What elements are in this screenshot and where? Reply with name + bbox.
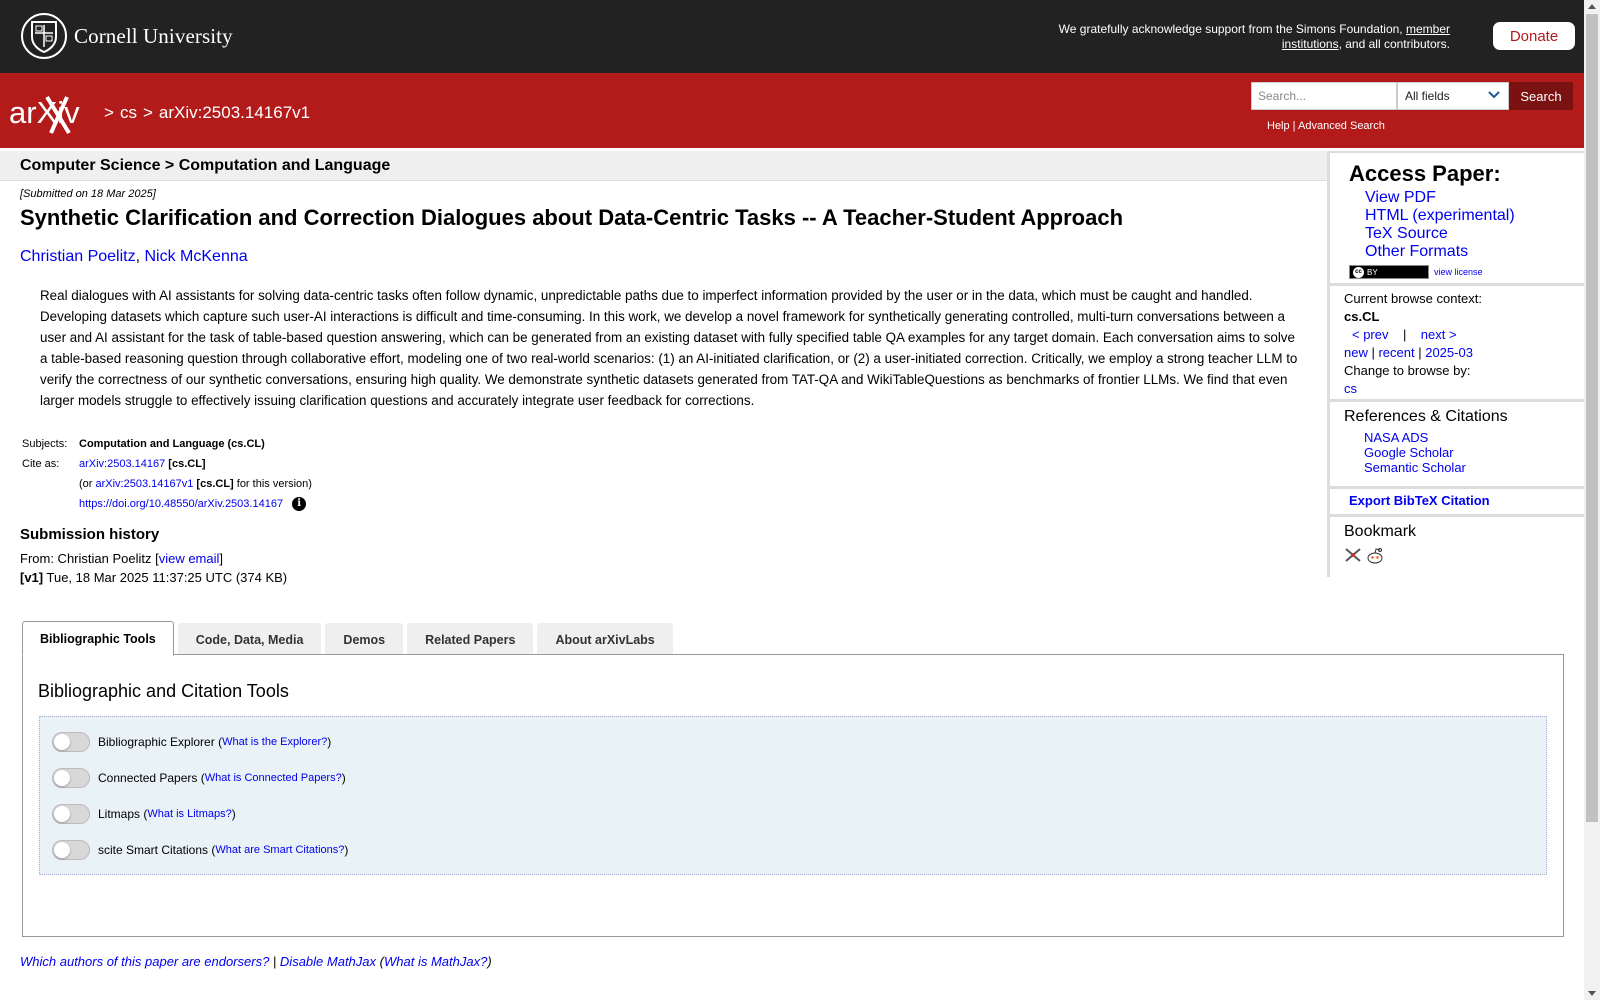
- browse-context-box: Current browse context: cs.CL < prev | next > new | recent | 2025-03 Change to browse by: cs: [1330, 286, 1584, 399]
- tool-row-scite: scite Smart Citations ( What are Smart Citations? ): [52, 840, 348, 860]
- search-button[interactable]: Search: [1509, 82, 1573, 110]
- tab-about-arxivlabs[interactable]: About arXivLabs: [537, 623, 672, 656]
- bibsonomy-icon[interactable]: [1344, 547, 1362, 563]
- authors: Christian Poelitz, Nick McKenna: [20, 248, 248, 265]
- semantic-scholar-link[interactable]: Semantic Scholar: [1364, 460, 1466, 475]
- cite-as-label: Cite as:: [22, 458, 60, 470]
- cite-version-link[interactable]: arXiv:2503.14167v1: [95, 478, 194, 490]
- chevron-down-icon: [1488, 91, 1500, 99]
- prev-link[interactable]: < prev: [1352, 327, 1389, 342]
- cite-id-link[interactable]: arXiv:2503.14167: [79, 458, 166, 470]
- panel-title: Bibliographic and Citation Tools: [38, 681, 289, 701]
- html-link[interactable]: HTML (experimental): [1365, 207, 1515, 224]
- google-scholar-link[interactable]: Google Scholar: [1364, 445, 1454, 460]
- what-is-mathjax-link[interactable]: What is MathJax?: [383, 954, 488, 969]
- version-entry: [v1] Tue, 18 Mar 2025 11:37:25 UTC (374 KB): [20, 570, 288, 585]
- member-institutions-link[interactable]: member institutions: [1281, 22, 1450, 51]
- info-icon[interactable]: i: [292, 497, 306, 511]
- browse-cs-link[interactable]: cs: [1344, 381, 1357, 396]
- sidebar: [1327, 151, 1584, 577]
- connected-papers-toggle[interactable]: [52, 768, 90, 788]
- labs-tabs: [22, 621, 677, 656]
- month-link[interactable]: 2025-03: [1425, 345, 1473, 360]
- help-link[interactable]: Help: [1267, 120, 1290, 132]
- breadcrumb: > cs > arXiv:2503.14167v1: [104, 103, 311, 122]
- scroll-down-icon[interactable]: [1588, 991, 1596, 996]
- tab-demos[interactable]: Demos: [325, 623, 403, 656]
- tab-code-data-media[interactable]: Code, Data, Media: [178, 623, 322, 656]
- support-text: We gratefully acknowledge support from the Simons Foundation, member institutions, and all contributors.: [1058, 22, 1450, 51]
- breadcrumb-cs[interactable]: cs: [119, 103, 137, 122]
- doi-link[interactable]: https://doi.org/10.48550/arXiv.2503.14167: [79, 498, 284, 510]
- bookmark-title: Bookmark: [1344, 523, 1417, 540]
- tab-bibliographic-tools[interactable]: Bibliographic Tools: [22, 621, 174, 656]
- view-email-link[interactable]: view email: [158, 551, 220, 566]
- footer-links: Which authors of this paper are endorsers? | Disable MathJax (What is MathJax?): [20, 954, 492, 969]
- endorsers-link[interactable]: Which authors of this paper are endorsers?: [20, 954, 270, 969]
- export-box: [1330, 489, 1584, 514]
- view-license-link[interactable]: view license: [1434, 267, 1483, 277]
- explorer-toggle[interactable]: [52, 732, 90, 752]
- other-formats-link[interactable]: Other Formats: [1365, 243, 1469, 260]
- subject-heading: Computer Science > Computation and Language: [0, 151, 1328, 181]
- access-paper-box: [1330, 153, 1584, 283]
- browse-context-value: cs.CL: [1344, 309, 1380, 324]
- tab-related-papers[interactable]: Related Papers: [407, 623, 533, 656]
- donate-button[interactable]: Donate: [1493, 22, 1575, 50]
- bookmark-box: [1330, 517, 1584, 581]
- export-bibtex-link[interactable]: Export BibTeX Citation: [1349, 493, 1490, 508]
- new-link[interactable]: new: [1344, 345, 1368, 360]
- view-pdf-link[interactable]: View PDF: [1365, 189, 1436, 206]
- tool-row-litmaps: Litmaps ( What is Litmaps? ): [52, 804, 236, 824]
- author-link[interactable]: Nick McKenna: [144, 248, 248, 265]
- license: [1349, 265, 1565, 279]
- tool-row-explorer: Bibliographic Explorer ( What is the Explorer? ): [52, 732, 331, 752]
- university-name: Cornell University: [74, 23, 233, 48]
- what-is-explorer-link[interactable]: What is the Explorer?: [222, 736, 328, 748]
- what-are-smart-citations-link[interactable]: What are Smart Citations?: [215, 844, 345, 856]
- subjects-value: Computation and Language (cs.CL): [79, 438, 265, 450]
- what-is-connected-papers-link[interactable]: What is Connected Papers?: [204, 772, 342, 784]
- paper-title: Synthetic Clarification and Correction Dialogues about Data-Centric Tasks -- A Teacher-Student Approach: [20, 205, 1124, 230]
- search-input[interactable]: [1251, 82, 1397, 110]
- tool-row-connected-papers: Connected Papers ( What is Connected Papers? ): [52, 768, 346, 788]
- author-link[interactable]: Christian Poelitz: [20, 248, 136, 265]
- litmaps-toggle[interactable]: [52, 804, 90, 824]
- references-box: [1330, 402, 1584, 486]
- submission-from: From: Christian Poelitz [view email]: [20, 551, 224, 566]
- search-field-select[interactable]: All fields: [1397, 82, 1509, 110]
- tex-source-link[interactable]: TeX Source: [1365, 225, 1448, 242]
- scite-toggle[interactable]: [52, 840, 90, 860]
- cornell-seal-icon: [21, 13, 67, 59]
- scroll-thumb[interactable]: [1586, 14, 1598, 822]
- recent-link[interactable]: recent: [1378, 345, 1415, 360]
- next-link[interactable]: next >: [1420, 327, 1457, 342]
- browse-nav: < prev | next >: [1352, 327, 1457, 342]
- cornell-logo[interactable]: [21, 13, 233, 59]
- scroll-up-icon[interactable]: [1588, 4, 1596, 9]
- tab-panel: [22, 654, 1564, 937]
- vertical-scrollbar[interactable]: [1584, 0, 1600, 1000]
- arxiv-header: [0, 73, 1584, 148]
- submission-history-heading: Submission history: [20, 526, 160, 543]
- cc-by-license-icon[interactable]: cc BY: [1349, 265, 1429, 279]
- nasa-ads-link[interactable]: NASA ADS: [1364, 430, 1429, 445]
- submitted-date: [Submitted on 18 Mar 2025]: [20, 188, 156, 200]
- search-links: Help | Advanced Search: [1267, 120, 1385, 132]
- top-bar: [0, 0, 1584, 73]
- subjects-label: Subjects:: [22, 438, 68, 450]
- disable-mathjax-link[interactable]: Disable MathJax: [279, 954, 377, 969]
- metadata-table: Subjects: Computation and Language (cs.CL) Cite as: arXiv:2503.14167 [cs.CL] (or arXiv:2503.14167v1 [cs.CL] for this version) https://doi.org/10.48550/arXiv.2503.14167 i: [22, 438, 312, 510]
- arxiv-logo-text: arXiv: [9, 95, 80, 130]
- advanced-search-link[interactable]: Advanced Search: [1298, 120, 1385, 132]
- tools-list: [39, 716, 1547, 875]
- reddit-icon[interactable]: [1366, 547, 1384, 565]
- abstract: Real dialogues with AI assistants for solving data-centric tasks often follow dynamic, unpredictable paths due to imperfect information provided by the user or in the data, which must be caught and handled. Developing datasets which capture such user-AI interactions is difficult and time-consuming. In this work, we develop a novel framework for synthetically generating controlled, multi-turn conversations between a user and AI assistant for the task of table-based question answering, which can be generated from an existing dataset with fully specified table QA examples for any target domain. Each conversation aims to solve a table-based reasoning question through collaborative effort, modeling one of two real-world scenarios: (1) an AI-initiated clarification, or (2) a user-initiated correction. Critically, we employ a strong teacher LLM to verify the correctness of our synthetic conversations, ensuring high quality. We demonstrate synthetic datasets generated from TAT-QA and WikiTableQuestions as benchmarks of frontier LLMs. We find that even larger models struggle to effectively issuing clarification questions and accurately integrate user feedback for corrections.: [40, 288, 1298, 408]
- arxiv-logo[interactable]: [9, 93, 101, 140]
- what-is-litmaps-link[interactable]: What is Litmaps?: [147, 808, 232, 820]
- breadcrumb-paper-id: arXiv:2503.14167v1: [158, 103, 311, 122]
- references-title: References & Citations: [1344, 408, 1508, 425]
- access-paper-title: Access Paper:: [1349, 161, 1501, 186]
